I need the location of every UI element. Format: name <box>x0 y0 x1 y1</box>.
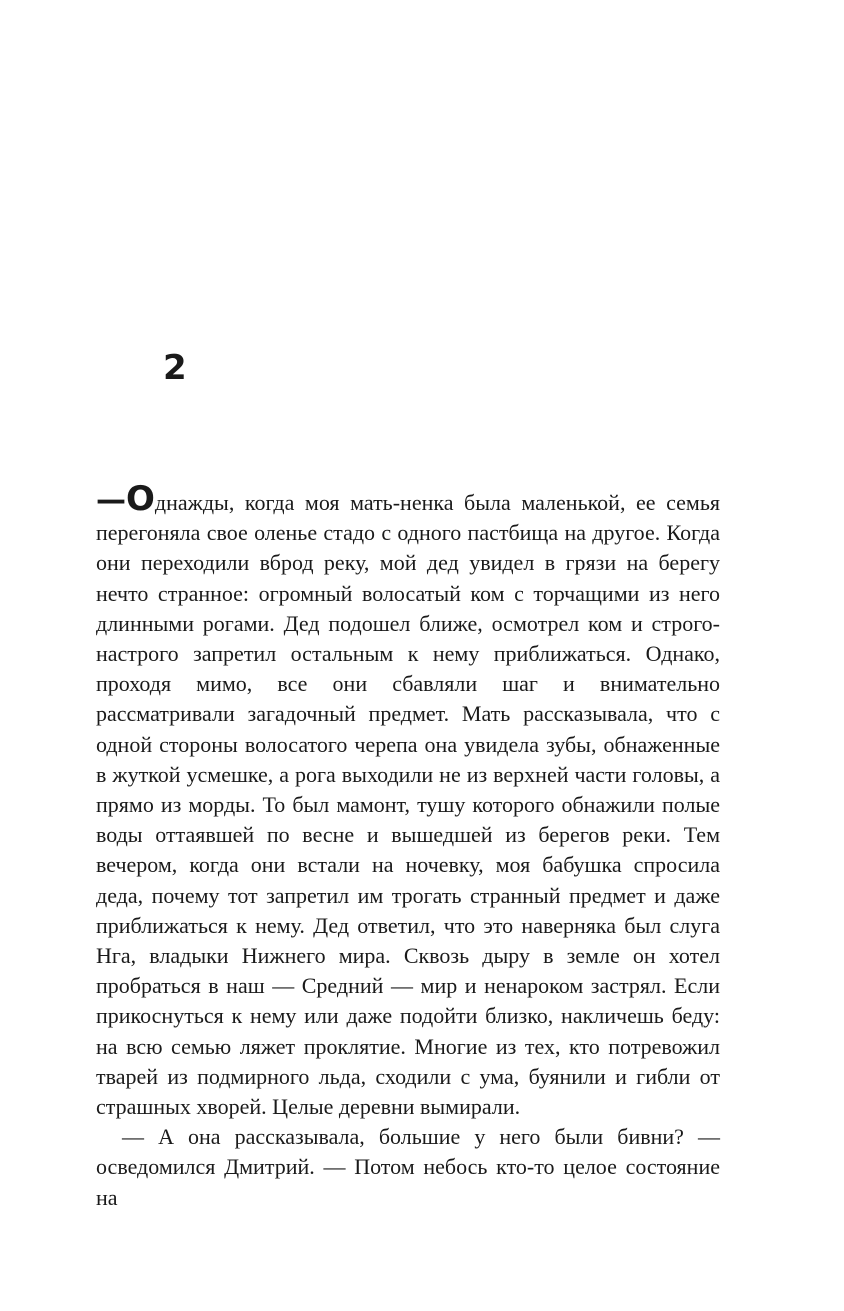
chapter-text <box>96 479 720 1213</box>
initial-letter: О <box>126 479 155 519</box>
initial-dash: — <box>96 483 126 518</box>
chapter-number: 2 <box>163 348 187 388</box>
paragraph-2: — А она рассказывала, большие у него были бивни? — осведомился Дмитрий. — Потом небось кто-то целое состояние на <box>96 1124 720 1210</box>
paragraph-1-text: днажды, когда моя мать-ненка была маленькой, ее семья перегоняла свое оленье стадо с одного пастбища на другое. Когда они переходили вброд реку, мой дед увидел в грязи на берегу нечто странное: огромный волосатый ком с торчащими из него длинными рогами. Дед подошел ближе, осмотрел ком и строго-настрого запретил остальным к нему приближаться. Однако, проходя мимо, все они сбавляли шаг и внимательно рассматривали загадочный предмет. Мать рассказывала, что с одной стороны волосатого черепа она увидела зубы, обнаженные в жуткой усмешке, а рога выходили не из верхней части головы, а прямо из морды. То был мамонт, тушу которого обнажили полые воды оттаявшей по весне и вышедшей из берегов реки. Тем вечером, когда они встали на ночевку, моя бабушка спросила деда, почему тот запретил им трогать странный предмет и даже приближаться к нему. Дед ответил, что это наверняка был слуга Нга, владыки Нижнего мира. Сквозь дыру в земле он хотел пробраться в наш — Средний — мир и ненароком застрял. Если прикоснуться к нему или даже подойти близко, накличешь беду: на всю семью ляжет проклятие. Многие из тех, кто потревожил тварей из подмирного льда, сходили с ума, буянили и гибли от страшных хворей. Целые деревни вымирали. <box>96 490 720 1120</box>
paragraph-1 <box>96 479 720 1122</box>
